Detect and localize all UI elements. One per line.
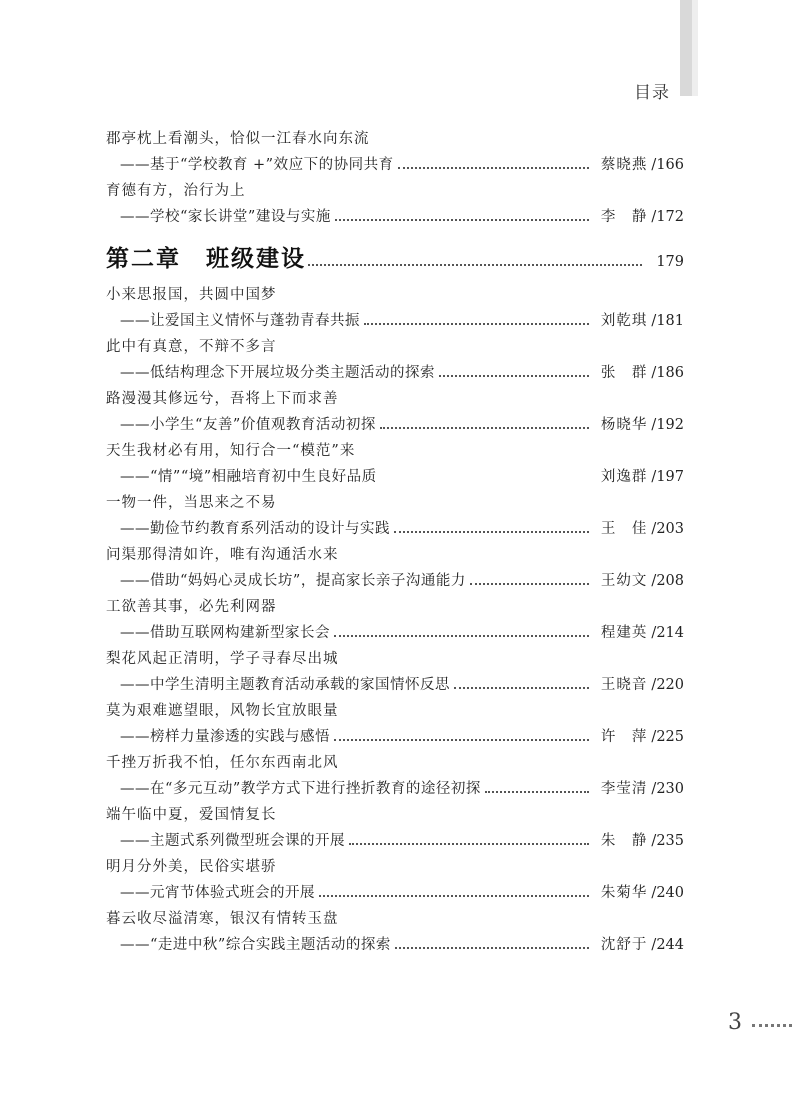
entry-page: 230	[656, 781, 684, 797]
entry-subtitle-row: ——元宵节体验式班会的开展 朱菊华 / 240	[106, 880, 684, 906]
entry-subtitle-row: ——榜样力量渗透的实践与感悟 许 萍 / 225	[106, 724, 684, 750]
entry-author: 程建英	[600, 625, 648, 641]
chapter-heading	[106, 240, 684, 272]
entry-page: 181	[656, 313, 684, 329]
entry-title: 问渠那得清如许，唯有沟通活水来	[106, 547, 339, 563]
entry-subtitle: ——低结构理念下开展垃圾分类主题活动的探索	[120, 365, 435, 381]
entry-title: 小来思报国，共圆中国梦	[106, 287, 277, 303]
entry-author: 王幼文	[600, 573, 648, 589]
entry-page: 240	[656, 885, 684, 901]
entry-page: 172	[656, 209, 684, 225]
entry-subtitle: ——借助“妈妈心灵成长坊”，提高家长亲子沟通能力	[120, 573, 466, 589]
entry-page: 186	[656, 365, 684, 381]
toc-entry	[106, 386, 684, 438]
toc-entry	[106, 906, 684, 958]
toc-entry	[106, 750, 684, 802]
entry-subtitle-row: ——“走进中秋”综合实践主题活动的探索 沈舒于 / 244	[106, 932, 684, 958]
entry-subtitle-row: ——中学生清明主题教育活动承载的家国情怀反思 王晓音 / 220	[106, 672, 684, 698]
entry-author: 刘乾琪	[600, 313, 648, 329]
entry-subtitle-row: ——在“多元互动”教学方式下进行挫折教育的途径初探 李莹清 / 230	[106, 776, 684, 802]
toc-entry	[106, 490, 684, 542]
page-edge-marker	[680, 0, 692, 96]
entry-title: 郡亭枕上看潮头，恰似一江春水向东流	[106, 131, 370, 147]
dot-leader	[470, 583, 589, 585]
entry-subtitle-row: ——借助“妈妈心灵成长坊”，提高家长亲子沟通能力 王幼文 / 208	[106, 568, 684, 594]
page-edge-marker-light	[692, 0, 698, 96]
page-number: 3	[728, 1010, 742, 1035]
entry-title: 天生我材必有用，知行合一“模范”来	[106, 443, 356, 459]
entry-subtitle: ——元宵节体验式班会的开展	[120, 885, 315, 901]
entry-subtitle: ——基于“学校教育 +”效应下的协同共育	[120, 157, 394, 173]
entry-page: 244	[656, 937, 684, 953]
entry-subtitle-row: ——“情”“境”相融培育初中生良好品质 刘逸群 / 197	[106, 464, 684, 490]
toc-entry	[106, 334, 684, 386]
entry-author: 沈舒于	[600, 937, 648, 953]
entry-author: 杨晓华	[600, 417, 648, 433]
entry-subtitle-row: ——借助互联网构建新型家长会 程建英 / 214	[106, 620, 684, 646]
chapter-title: 第二章 班级建设	[106, 246, 306, 272]
entry-subtitle: ——小学生“友善”价值观教育活动初探	[120, 417, 376, 433]
entry-title: 工欲善其事，必先利网器	[106, 599, 277, 615]
entry-author: 李 静	[600, 209, 648, 225]
entry-title: 一物一件，当思来之不易	[106, 495, 277, 511]
entry-subtitle: ——让爱国主义情怀与蓬勃青春共振	[120, 313, 360, 329]
entry-subtitle: ——榜样力量渗透的实践与感悟	[120, 729, 330, 745]
footer-dot-ornament	[752, 1024, 792, 1027]
toc-entry	[106, 178, 684, 230]
entry-page: 214	[656, 625, 684, 641]
entry-title: 莫为艰难遮望眼，风物长宜放眼量	[106, 703, 339, 719]
dot-leader	[485, 791, 589, 793]
toc-entry	[106, 438, 684, 490]
entry-title: 端午临中夏，爱国情复长	[106, 807, 277, 823]
entry-author: 刘逸群	[600, 469, 648, 485]
running-header: 目录	[634, 83, 670, 103]
entry-title: 育德有方，治行为上	[106, 183, 246, 199]
entry-author: 王 佳	[600, 521, 648, 537]
entry-author: 朱 静	[600, 833, 648, 849]
dot-leader	[349, 843, 589, 845]
entry-page: 192	[656, 417, 684, 433]
toc-entry	[106, 594, 684, 646]
entry-page: 208	[656, 573, 684, 589]
dot-leader	[335, 219, 589, 221]
table-of-contents	[106, 126, 684, 958]
dot-leader	[381, 479, 589, 481]
dot-leader	[334, 635, 589, 637]
entry-subtitle: ——勤俭节约教育系列活动的设计与实践	[120, 521, 390, 537]
entry-subtitle-row: ——小学生“友善”价值观教育活动初探 杨晓华 / 192	[106, 412, 684, 438]
entry-title: 暮云收尽溢清寒，银汉有情转玉盘	[106, 911, 339, 927]
entry-author: 张 群	[600, 365, 648, 381]
entry-subtitle-row: ——低结构理念下开展垃圾分类主题活动的探索 张 群 / 186	[106, 360, 684, 386]
entry-title: 千挫万折我不怕，任尔东西南北风	[106, 755, 339, 771]
entry-subtitle-row: ——基于“学校教育 +”效应下的协同共育 蔡晓燕 / 166	[106, 152, 684, 178]
toc-entry	[106, 802, 684, 854]
chapter-page: 179	[656, 254, 684, 270]
dot-leader	[398, 167, 589, 169]
dot-leader	[454, 687, 589, 689]
entry-page: 203	[656, 521, 684, 537]
entry-author: 蔡晓燕	[600, 157, 648, 173]
dot-leader	[308, 264, 642, 266]
toc-entry	[106, 126, 684, 178]
entry-subtitle: ——在“多元互动”教学方式下进行挫折教育的途径初探	[120, 781, 481, 797]
dot-leader	[364, 323, 589, 325]
toc-entry	[106, 698, 684, 750]
entry-page: 220	[656, 677, 684, 693]
dot-leader	[439, 375, 589, 377]
entry-subtitle-row: ——让爱国主义情怀与蓬勃青春共振 刘乾琪 / 181	[106, 308, 684, 334]
entry-subtitle: ——中学生清明主题教育活动承载的家国情怀反思	[120, 677, 450, 693]
entry-page: 235	[656, 833, 684, 849]
entry-title: 此中有真意，不辩不多言	[106, 339, 277, 355]
entry-title: 梨花风起正清明，学子寻春尽出城	[106, 651, 339, 667]
entry-subtitle: ——学校“家长讲堂”建设与实施	[120, 209, 331, 225]
entry-page: 166	[656, 157, 684, 173]
entry-page: 225	[656, 729, 684, 745]
entry-title: 明月分外美，民俗实堪骄	[106, 859, 277, 875]
entry-author: 朱菊华	[600, 885, 648, 901]
entry-author: 许 萍	[600, 729, 648, 745]
toc-entry	[106, 542, 684, 594]
entry-title: 路漫漫其修远兮，吾将上下而求善	[106, 391, 339, 407]
entry-page: 197	[656, 469, 684, 485]
entry-subtitle-row: ——勤俭节约教育系列活动的设计与实践 王 佳 / 203	[106, 516, 684, 542]
dot-leader	[334, 739, 589, 741]
entry-subtitle: ——“走进中秋”综合实践主题活动的探索	[120, 937, 391, 953]
dot-leader	[395, 947, 589, 949]
dot-leader	[319, 895, 589, 897]
toc-entry	[106, 646, 684, 698]
entry-subtitle: ——“情”“境”相融培育初中生良好品质	[120, 469, 377, 485]
entry-subtitle: ——主题式系列微型班会课的开展	[120, 833, 345, 849]
entry-subtitle-row: ——主题式系列微型班会课的开展 朱 静 / 235	[106, 828, 684, 854]
entry-author: 李莹清	[600, 781, 648, 797]
toc-entry	[106, 282, 684, 334]
dot-leader	[394, 531, 589, 533]
entry-subtitle: ——借助互联网构建新型家长会	[120, 625, 330, 641]
toc-entry	[106, 854, 684, 906]
entry-author: 王晓音	[600, 677, 648, 693]
dot-leader	[380, 427, 589, 429]
entry-subtitle-row: ——学校“家长讲堂”建设与实施 李 静 / 172	[106, 204, 684, 230]
